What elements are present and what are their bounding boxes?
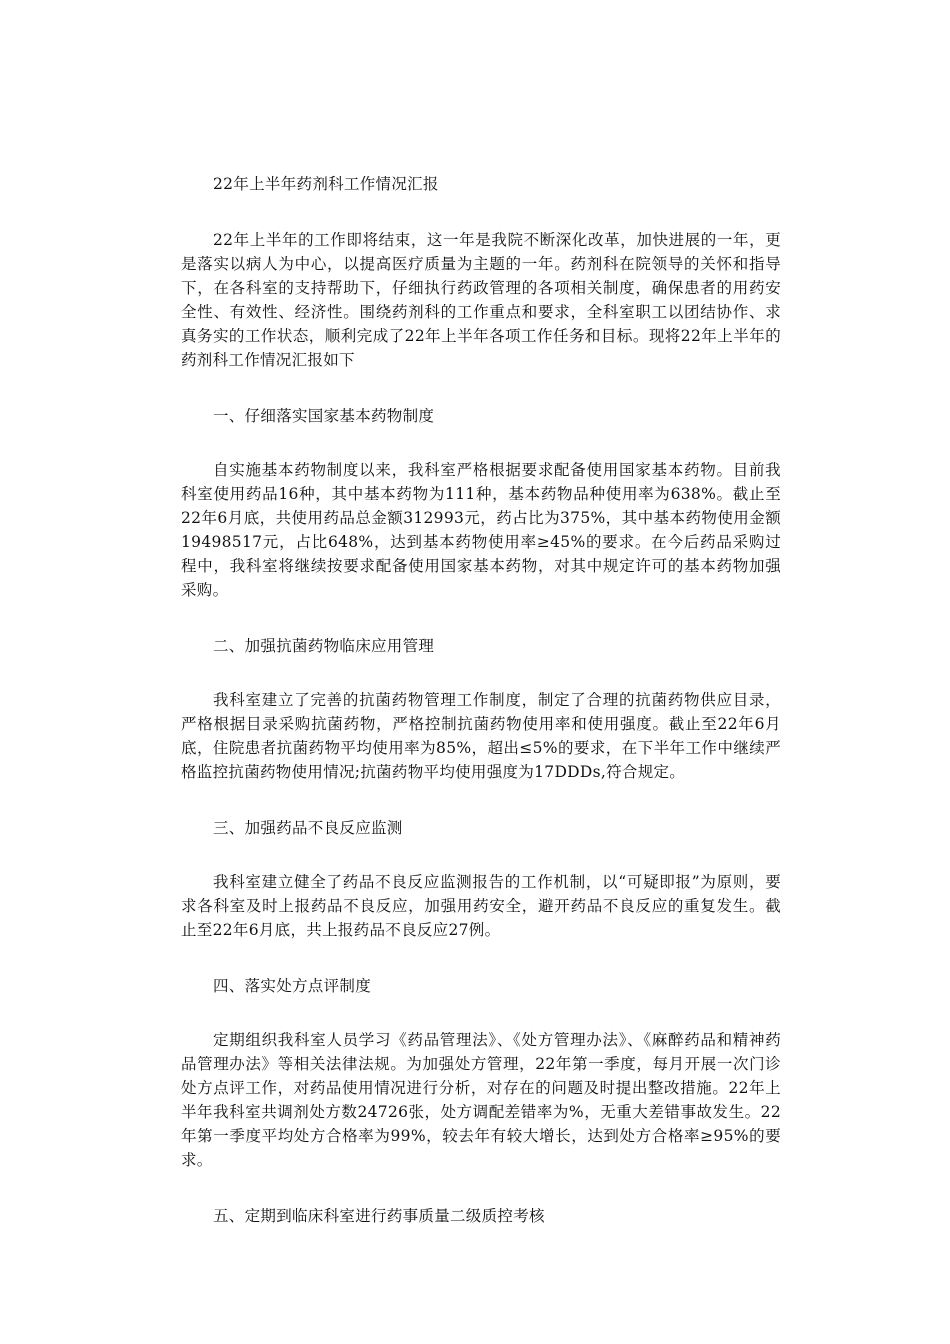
section-2-body: 我科室建立了完善的抗菌药物管理工作制度，制定了合理的抗菌药物供应目录，严格根据目录采购抗菌药物，严格控制抗菌药物使用率和使用强度。截止至22年6月底，住院患者抗菌药物平均使用率为85%，超出≤5%的要求，在下半年工作中继续严格监控抗菌药物使用情况;抗菌药物平均使用强度为17DDDs,符合规定。 <box>181 691 781 781</box>
section-5-heading: 五、定期到临床科室进行药事质量二级质控考核 <box>213 1207 545 1225</box>
spacer <box>181 784 781 816</box>
section-2-heading: 二、加强抗菌药物临床应用管理 <box>213 637 435 655</box>
section-4-body: 定期组织我科室人员学习《药品管理法》、《处方管理办法》、《麻醉药品和精神药品管理办法》等相关法律法规。为加强处方管理，22年第一季度，每月开展一次门诊处方点评工作，对药品使用情况进行分析，对存在的问题及时提出整改措施。22年上半年我科室共调剂处方数24726张，处方调配差错率为%，无重大差错事故发生。22年第一季度平均处方合格率为99%，较去年有较大增长，达到处方合格率≥95%的要求。 <box>181 1031 781 1169</box>
spacer <box>181 840 781 870</box>
section-3-body: 我科室建立健全了药品不良反应监测报告的工作机制，以“可疑即报”为原则，要求各科室及时上报药品不良反应，加强用药安全，避开药品不良反应的重复发生。截止至22年6月底，共上报药品不良反应27例。 <box>181 873 781 939</box>
section-4-heading: 四、落实处方点评制度 <box>213 977 372 995</box>
spacer <box>181 658 781 688</box>
spacer <box>181 602 781 634</box>
intro-paragraph: 22年上半年的工作即将结束，这一年是我院不断深化改革，加快进展的一年，更是落实以病人为中心，以提高医疗质量为主题的一年。药剂科在院领导的关怀和指导下，在各科室的支持帮助下，仔细执行药政管理的各项相关制度，确保患者的用药安全性、有效性、经济性。围绕药剂科的工作重点和要求，全科室职工以团结协作、求真务实的工作状态，顺利完成了22年上半年各项工作任务和目标。现将22年上半年的药剂科工作情况汇报如下 <box>181 231 781 369</box>
spacer <box>181 196 781 228</box>
spacer <box>181 428 781 458</box>
section-1-body: 自实施基本药物制度以来，我科室严格根据要求配备使用国家基本药物。目前我科室使用药品16种，其中基本药物为111种，基本药物品种使用率为638%。截止至22年6月底，共使用药品总金额312993元，药占比为375%，其中基本药物使用金额19498517元，占比648%，达到基本药物使用率≥45%的要求。在今后药品采购过程中，我科室将继续按要求配备使用国家基本药物，对其中规定许可的基本药物加强采购。 <box>181 461 781 599</box>
spacer <box>181 998 781 1028</box>
spacer <box>181 942 781 974</box>
section-3-heading: 三、加强药品不良反应监测 <box>213 819 403 837</box>
document-title: 22年上半年药剂科工作情况汇报 <box>213 175 439 193</box>
document-page <box>181 172 781 1228</box>
spacer <box>181 372 781 404</box>
spacer <box>181 1172 781 1204</box>
section-1-heading: 一、仔细落实国家基本药物制度 <box>213 407 435 425</box>
